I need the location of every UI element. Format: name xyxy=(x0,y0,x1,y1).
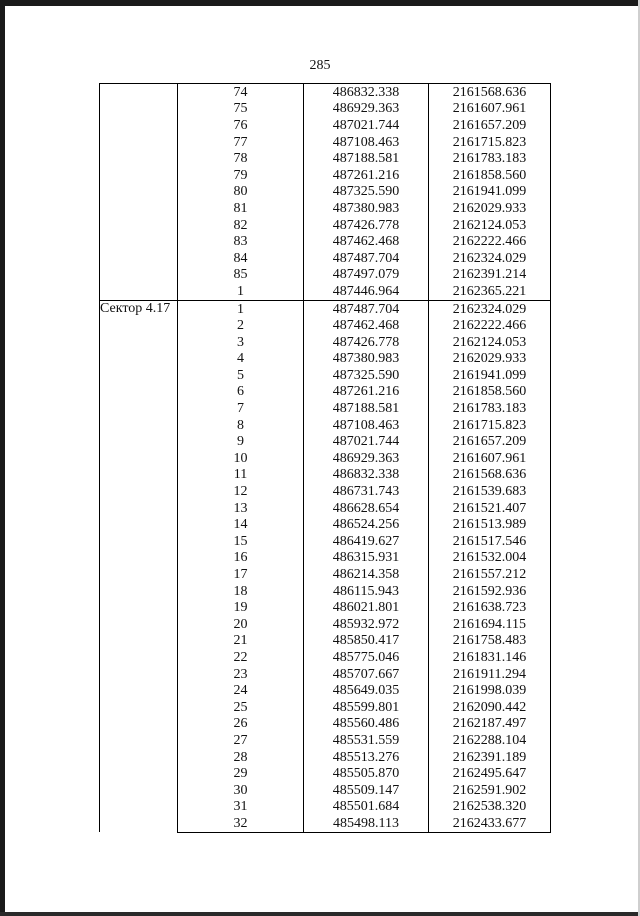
y-coordinate-cell: 2161831.146 xyxy=(429,649,551,666)
point-number-cell: 15 xyxy=(178,533,304,550)
x-coordinate-cell: 486315.931 xyxy=(304,550,429,567)
x-coordinate-cell: 487462.468 xyxy=(304,233,429,250)
point-number-cell: 10 xyxy=(178,450,304,467)
y-coordinate-cell: 2162222.466 xyxy=(429,233,551,250)
point-number-cell: 11 xyxy=(178,467,304,484)
point-number-cell: 76 xyxy=(178,117,304,134)
x-coordinate-cell: 485513.276 xyxy=(304,749,429,766)
point-number-cell: 1 xyxy=(178,283,304,300)
y-coordinate-cell: 2162288.104 xyxy=(429,732,551,749)
y-coordinate-cell: 2162391.214 xyxy=(429,267,551,284)
x-coordinate-cell: 487426.778 xyxy=(304,334,429,351)
coordinates-table xyxy=(99,83,551,833)
y-coordinate-cell: 2162538.320 xyxy=(429,799,551,816)
point-number-cell: 27 xyxy=(178,732,304,749)
point-number-cell: 26 xyxy=(178,716,304,733)
y-coordinate-cell: 2162591.902 xyxy=(429,782,551,799)
y-coordinate-cell: 2162090.442 xyxy=(429,699,551,716)
x-coordinate-cell: 487325.590 xyxy=(304,367,429,384)
x-coordinate-cell: 487497.079 xyxy=(304,267,429,284)
y-coordinate-cell: 2162124.053 xyxy=(429,334,551,351)
point-number-cell: 4 xyxy=(178,351,304,368)
point-number-cell: 12 xyxy=(178,483,304,500)
y-coordinate-cell: 2161858.560 xyxy=(429,167,551,184)
point-number-cell: 14 xyxy=(178,516,304,533)
y-coordinate-cell: 2162124.053 xyxy=(429,217,551,234)
y-coordinate-cell: 2161607.961 xyxy=(429,450,551,467)
point-number-cell: 25 xyxy=(178,699,304,716)
point-number-cell: 75 xyxy=(178,101,304,118)
point-number-cell: 9 xyxy=(178,433,304,450)
y-coordinate-cell: 2161694.115 xyxy=(429,616,551,633)
x-coordinate-cell: 485560.486 xyxy=(304,716,429,733)
y-coordinate-cell: 2162029.933 xyxy=(429,200,551,217)
point-number-cell: 84 xyxy=(178,250,304,267)
y-coordinate-cell: 2161657.209 xyxy=(429,117,551,134)
point-number-cell: 1 xyxy=(178,300,304,317)
x-coordinate-cell: 486419.627 xyxy=(304,533,429,550)
point-number-cell: 19 xyxy=(178,599,304,616)
point-number-cell: 83 xyxy=(178,233,304,250)
y-coordinate-cell: 2161592.936 xyxy=(429,583,551,600)
table-row xyxy=(100,300,551,317)
y-coordinate-cell: 2161858.560 xyxy=(429,384,551,401)
x-coordinate-cell: 487261.216 xyxy=(304,384,429,401)
y-coordinate-cell: 2161715.823 xyxy=(429,134,551,151)
y-coordinate-cell: 2161911.294 xyxy=(429,666,551,683)
x-coordinate-cell: 485599.801 xyxy=(304,699,429,716)
point-number-cell: 24 xyxy=(178,682,304,699)
point-number-cell: 16 xyxy=(178,550,304,567)
y-coordinate-cell: 2161998.039 xyxy=(429,682,551,699)
point-number-cell: 30 xyxy=(178,782,304,799)
x-coordinate-cell: 487021.744 xyxy=(304,433,429,450)
y-coordinate-cell: 2161783.183 xyxy=(429,400,551,417)
point-number-cell: 79 xyxy=(178,167,304,184)
scan-edge-left xyxy=(0,0,5,916)
point-number-cell: 28 xyxy=(178,749,304,766)
x-coordinate-cell: 485498.113 xyxy=(304,815,429,832)
point-number-cell: 7 xyxy=(178,400,304,417)
point-number-cell: 13 xyxy=(178,500,304,517)
point-number-cell: 77 xyxy=(178,134,304,151)
x-coordinate-cell: 487261.216 xyxy=(304,167,429,184)
page-number: 285 xyxy=(309,58,331,73)
y-coordinate-cell: 2161758.483 xyxy=(429,633,551,650)
x-coordinate-cell: 487380.983 xyxy=(304,200,429,217)
point-number-cell: 85 xyxy=(178,267,304,284)
point-number-cell: 5 xyxy=(178,367,304,384)
y-coordinate-cell: 2161521.407 xyxy=(429,500,551,517)
point-number-cell: 81 xyxy=(178,200,304,217)
y-coordinate-cell: 2161557.212 xyxy=(429,566,551,583)
point-number-cell: 21 xyxy=(178,633,304,650)
y-coordinate-cell: 2162391.189 xyxy=(429,749,551,766)
point-number-cell: 29 xyxy=(178,765,304,782)
x-coordinate-cell: 486832.338 xyxy=(304,467,429,484)
x-coordinate-cell: 487487.704 xyxy=(304,300,429,317)
point-number-cell: 8 xyxy=(178,417,304,434)
x-coordinate-cell: 485509.147 xyxy=(304,782,429,799)
point-number-cell: 31 xyxy=(178,799,304,816)
x-coordinate-cell: 487188.581 xyxy=(304,150,429,167)
point-number-cell: 82 xyxy=(178,217,304,234)
y-coordinate-cell: 2161783.183 xyxy=(429,150,551,167)
y-coordinate-cell: 2161568.636 xyxy=(429,84,551,101)
point-number-cell: 6 xyxy=(178,384,304,401)
y-coordinate-cell: 2161517.546 xyxy=(429,533,551,550)
y-coordinate-cell: 2161638.723 xyxy=(429,599,551,616)
x-coordinate-cell: 485649.035 xyxy=(304,682,429,699)
x-coordinate-cell: 487108.463 xyxy=(304,134,429,151)
x-coordinate-cell: 485505.870 xyxy=(304,765,429,782)
y-coordinate-cell: 2161568.636 xyxy=(429,467,551,484)
point-number-cell: 22 xyxy=(178,649,304,666)
x-coordinate-cell: 485850.417 xyxy=(304,633,429,650)
scan-edge-top xyxy=(0,0,640,6)
y-coordinate-cell: 2161941.099 xyxy=(429,367,551,384)
y-coordinate-cell: 2161657.209 xyxy=(429,433,551,450)
sector-label xyxy=(100,84,178,301)
x-coordinate-cell: 487426.778 xyxy=(304,217,429,234)
x-coordinate-cell: 486731.743 xyxy=(304,483,429,500)
x-coordinate-cell: 487380.983 xyxy=(304,351,429,368)
y-coordinate-cell: 2162324.029 xyxy=(429,250,551,267)
x-coordinate-cell: 487325.590 xyxy=(304,184,429,201)
y-coordinate-cell: 2161513.989 xyxy=(429,516,551,533)
y-coordinate-cell: 2161941.099 xyxy=(429,184,551,201)
x-coordinate-cell: 487021.744 xyxy=(304,117,429,134)
y-coordinate-cell: 2162365.221 xyxy=(429,283,551,300)
x-coordinate-cell: 485707.667 xyxy=(304,666,429,683)
y-coordinate-cell: 2162495.647 xyxy=(429,765,551,782)
y-coordinate-cell: 2162029.933 xyxy=(429,351,551,368)
scan-edge-bottom xyxy=(0,912,640,916)
x-coordinate-cell: 487446.964 xyxy=(304,283,429,300)
x-coordinate-cell: 486929.363 xyxy=(304,450,429,467)
point-number-cell: 17 xyxy=(178,566,304,583)
y-coordinate-cell: 2162187.497 xyxy=(429,716,551,733)
x-coordinate-cell: 486115.943 xyxy=(304,583,429,600)
point-number-cell: 18 xyxy=(178,583,304,600)
point-number-cell: 32 xyxy=(178,815,304,832)
x-coordinate-cell: 486929.363 xyxy=(304,101,429,118)
x-coordinate-cell: 486524.256 xyxy=(304,516,429,533)
point-number-cell: 23 xyxy=(178,666,304,683)
x-coordinate-cell: 487108.463 xyxy=(304,417,429,434)
x-coordinate-cell: 487487.704 xyxy=(304,250,429,267)
y-coordinate-cell: 2162324.029 xyxy=(429,300,551,317)
y-coordinate-cell: 2161607.961 xyxy=(429,101,551,118)
y-coordinate-cell: 2162433.677 xyxy=(429,815,551,832)
y-coordinate-cell: 2162222.466 xyxy=(429,317,551,334)
x-coordinate-cell: 486021.801 xyxy=(304,599,429,616)
x-coordinate-cell: 486832.338 xyxy=(304,84,429,101)
x-coordinate-cell: 485932.972 xyxy=(304,616,429,633)
x-coordinate-cell: 485775.046 xyxy=(304,649,429,666)
y-coordinate-cell: 2161532.004 xyxy=(429,550,551,567)
point-number-cell: 3 xyxy=(178,334,304,351)
table-row xyxy=(100,84,551,101)
point-number-cell: 20 xyxy=(178,616,304,633)
x-coordinate-cell: 487462.468 xyxy=(304,317,429,334)
y-coordinate-cell: 2161715.823 xyxy=(429,417,551,434)
x-coordinate-cell: 485531.559 xyxy=(304,732,429,749)
x-coordinate-cell: 487188.581 xyxy=(304,400,429,417)
x-coordinate-cell: 485501.684 xyxy=(304,799,429,816)
point-number-cell: 74 xyxy=(178,84,304,101)
x-coordinate-cell: 486628.654 xyxy=(304,500,429,517)
point-number-cell: 80 xyxy=(178,184,304,201)
point-number-cell: 78 xyxy=(178,150,304,167)
point-number-cell: 2 xyxy=(178,317,304,334)
sector-label: Сектор 4.17 xyxy=(100,300,178,832)
x-coordinate-cell: 486214.358 xyxy=(304,566,429,583)
coordinates-table-body xyxy=(100,84,551,833)
y-coordinate-cell: 2161539.683 xyxy=(429,483,551,500)
